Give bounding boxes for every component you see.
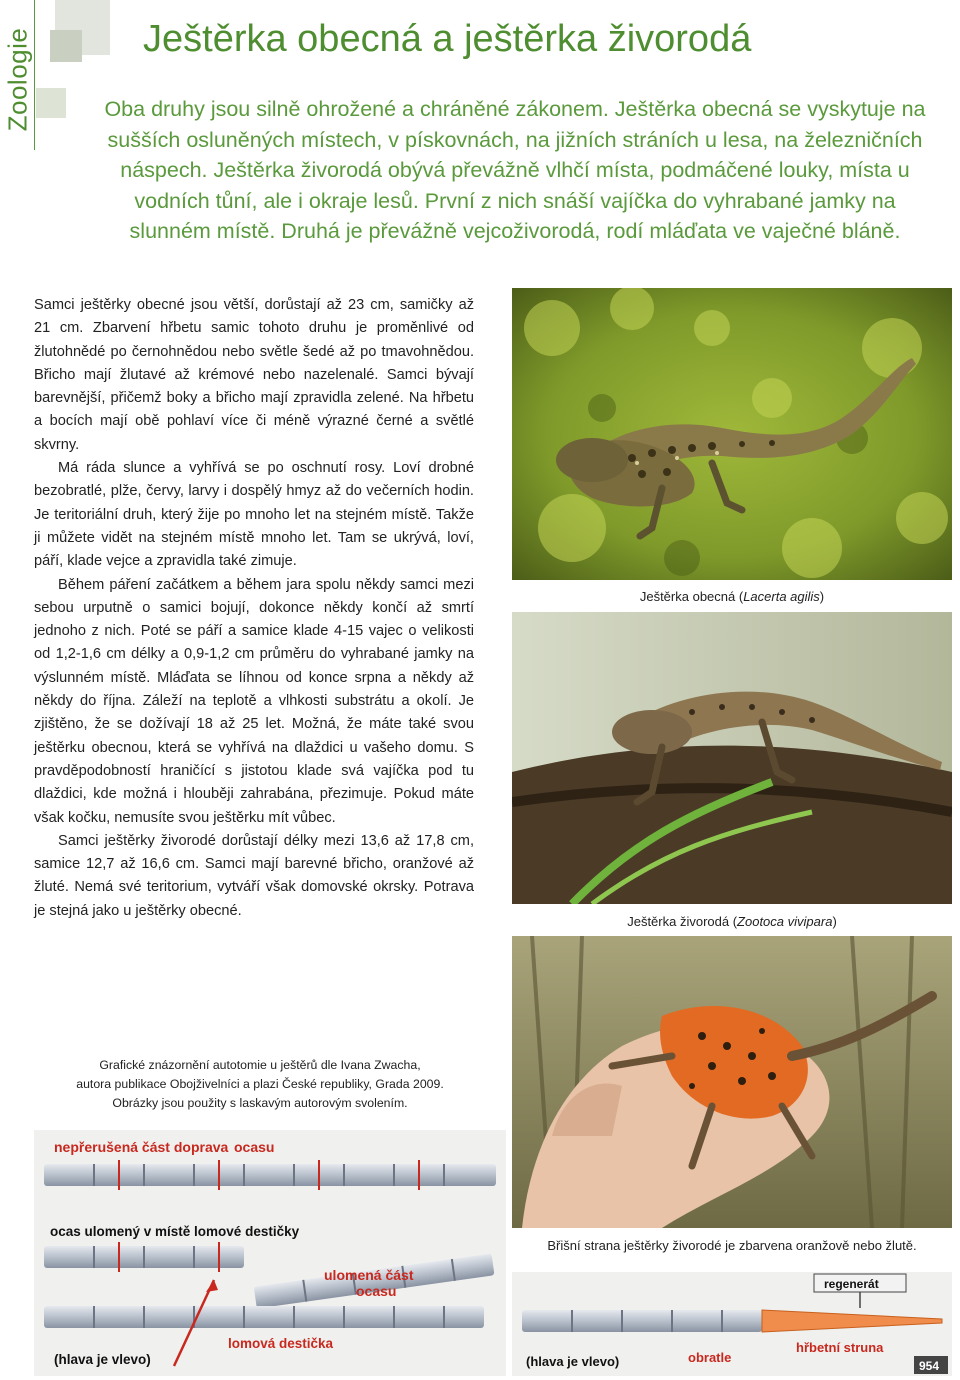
- article-body: [34, 294, 474, 923]
- autotomy-diagram-regenerated: [512, 1272, 952, 1376]
- label-dorsal-chord: hřbetní struna: [796, 1340, 884, 1355]
- diagram-caption: Grafické znázornění autotomie u ještěrů dle Ivana Zwacha, autora publikace Obojživelníci a plazi České republiky, Grada 2009. Obrázky jsou použity s laskavým autorovým svolením.: [76, 1058, 444, 1111]
- spine-row-2: [44, 1242, 495, 1309]
- section-tab: [0, 0, 35, 150]
- label-unbroken-part: nepřerušená část doprava: [54, 1139, 229, 1155]
- photo-lacerta-agilis: [512, 288, 952, 580]
- spine-row-1: [44, 1160, 496, 1190]
- latin-name: Lacerta agilis: [743, 589, 820, 604]
- body-paragraph: Má ráda slunce a vyhřívá se po oschnutí rosy. Loví drobné bezobratlé, plže, červy, larvy i dospělý hmyz až do večerních hodin. Je teritoriální druh, který žije po mnoho let na stejném místě. Takže ji můžete vidět na stejném místě mnoho let. Tam se ukrývá, loví, páří, klade vejce a zpravidla také zimuje.: [34, 460, 474, 570]
- spine-regen: [522, 1310, 942, 1332]
- section-label: Zoologie: [2, 27, 33, 132]
- label-vertebrae: obratle: [688, 1350, 732, 1365]
- page-number: 954: [919, 1359, 940, 1373]
- label-broken-part: ulomená část: [324, 1267, 414, 1283]
- body-paragraph: Během páření začátkem a během jara spolu někdy samci mezi sebou urputně o samici bojují, dokonce někdy končí až smrtí jednoho z nich. Poté se páří a samice klade 4-15 vajec o velikosti od 1,2-1,6 cm délky a 0,9-1,2 cm průměru do vyhrabané jamky na výslunném místě. Mláďata se líhnou od konce srpna a někdy až někdy do října. Záleží na teplotě a vlhkosti substrátu a okolí. Je zjištěno, že se dožívají 18 až 25 let. Možná, že máte také svou ještěrku obecnou, která se vyhřívá na dlaždici u vašeho domu. S pravděpodobností hraničící s jistotou klade svá vajíčka pod tu dlaždici, kde možná i hlouběji zahrabána, přezimuje. Pokud máte však kočku, nemusíte svou ještěrku mít vůbec.: [34, 576, 474, 826]
- body-paragraph: Samci ještěrky živorodé dorůstají délky mezi 13,6 až 17,8 cm, samice 12,7 až 16,6 cm. Samci mají barevné břicho, oranžové až žluté. Nemá své teritorium, vytváří však domovské okrsky. Potrava je stejná jako u ještěrky obecné.: [34, 832, 474, 919]
- decorative-square: [36, 88, 66, 118]
- label-broken-part-2: ocasu: [356, 1283, 397, 1299]
- latin-name: Zootoca vivipara: [737, 914, 833, 929]
- autotomy-diagram-broken: [34, 1130, 506, 1376]
- decorative-square: [50, 30, 82, 62]
- photo-caption: Břišní strana ještěrky živorodé je zbarvena oranžově nebo žlutě.: [547, 1238, 917, 1253]
- lead-paragraph: Oba druhy jsou silně ohrožené a chráněné zákonem. Ještěrka obecná se vyskytuje na sušších osluněných místech, v pískovnách, na jižních stráních u lesa, na železničních náspech. Ještěrka živorodá obývá převážně vlhčí místa, podmáčené louky, místa u vodních tůní, ale i okraje lesů. První z nich snáší vajíčka do vyhrabané jamky na slunném místě. Druhá je převážně vejcoživorodá, rodí mláďata ve vaječné bláně.: [104, 97, 926, 243]
- photo-caption: Ještěrka obecná (Lacerta agilis): [639, 589, 825, 604]
- photo-caption: Ještěrka živorodá (Zootoca vivipara): [627, 914, 837, 929]
- body-paragraph: Samci ještěrky obecné jsou větší, dorůstají až 23 cm, samičky až 21 cm. Zbarvení hřbetu samic tohoto druhu je proměnlivé od žlutohnědé po černohnědou nebo světle šedé až po tmavohnědou. Břicho mají žlutavé až krémové nebo nazelenalé. Samci bývají barevnější, přičemž boky a břicho mají zpravidla zelené. Na hřbetu a bocích mají obě pohlaví více či méně výrazné černé a světlé skvrny.: [34, 297, 474, 453]
- label-regenerate: regenerát: [824, 1277, 879, 1291]
- photo-zootoca-vivipara: [512, 612, 952, 904]
- label-broken-tail: ocas ulomený v místě lomové destičky: [50, 1224, 300, 1239]
- label-unbroken-part-2: ocasu: [234, 1139, 275, 1155]
- page-title: Ještěrka obecná a ještěrka živorodá: [143, 18, 752, 60]
- photo-orange-belly: [512, 936, 952, 1228]
- label-fracture-plate: lomová destička: [228, 1336, 334, 1351]
- spine-row-3: [44, 1306, 484, 1328]
- label-head-left: (hlava je vlevo): [54, 1352, 151, 1367]
- label-head-right: (hlava je vlevo): [526, 1354, 620, 1369]
